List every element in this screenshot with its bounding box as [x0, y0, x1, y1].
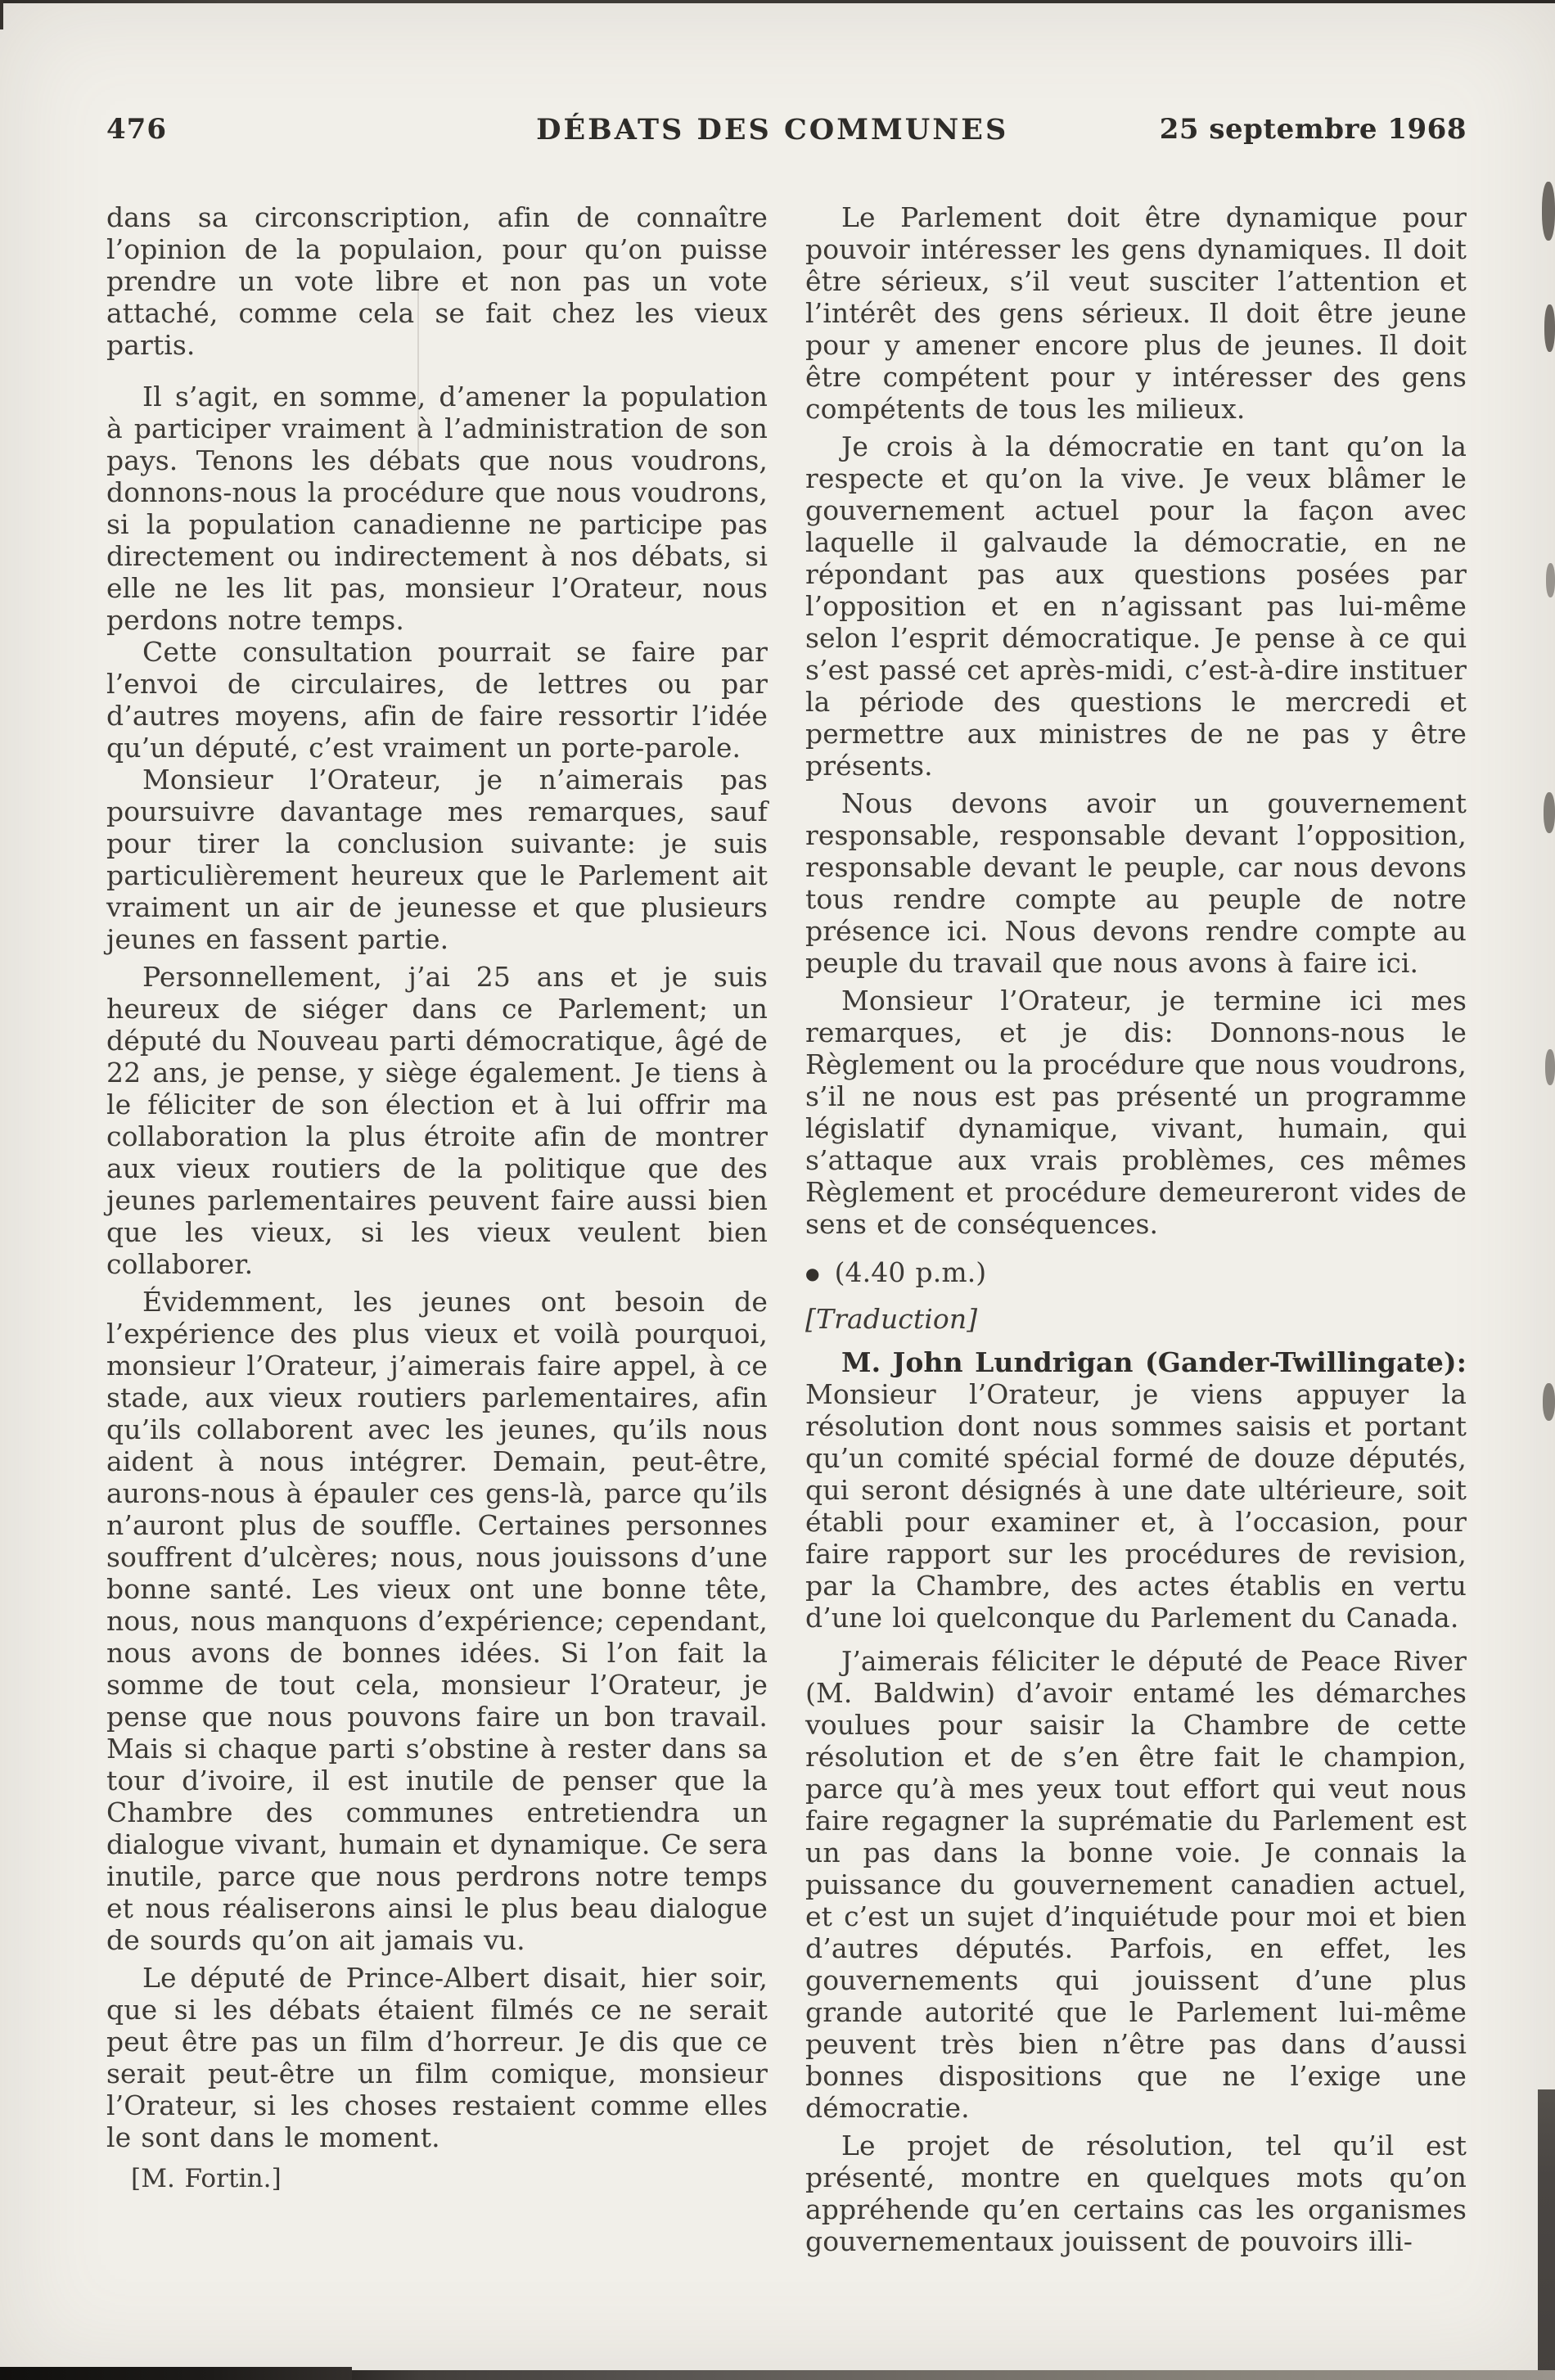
translation-marker: [Traduction] [805, 1303, 978, 1335]
scan-edge-smudge [1546, 563, 1555, 597]
time-marker [805, 1256, 1467, 1290]
scan-top-edge [0, 0, 1555, 3]
paragraph: Le projet de résolution, tel qu’il est présenté, montre en quelques mots qu’on appréhende qu’en certains cas les organismes gouvernementaux jouissent de pouvoirs illi- [805, 2130, 1467, 2257]
paragraph: Monsieur l’Orateur, je termine ici mes remarques, et je dis: Donnons-nous le Règlement ou la procédure que nous voudrons, s’il ne nous est pas présenté un programme législatif dynamique, vivant, humain, qui s’attaque aux vrais problèmes, ces mêmes Règlement et procédure demeureront vides de sens et de conséquences. [805, 985, 1467, 1240]
scan-edge-smudge [1544, 304, 1555, 352]
right-column [805, 201, 1467, 2257]
two-column-text-body [106, 201, 1467, 2257]
paragraph: Évidemment, les jeunes ont besoin de l’expérience des plus vieux et voilà pourquoi, monsieur l’Orateur, j’aimerais faire appel, à ce stade, aux vieux routiers parlementaires, afin qu’ils collaborent avec les jeunes, qu’ils nous aident à nous intégrer. Demain, peut-être, aurons-nous à épauler ces gens-là, parce qu’ils n’auront plus de souffle. Certaines personnes souffrent d’ulcères; nous, nous jouissons d’une bonne santé. Les vieux ont une bonne tête, nous, nous manquons d’expérience; cependant, nous avons de bonnes idées. Si l’on fait la somme de tout cela, monsieur l’Orateur, je pense que nous pouvons faire un bon travail. Mais si chaque parti s’obstine à rester dans sa tour d’ivoire, il est inutile de penser que la Chambre des communes entretiendra un dialogue vivant, humain et dynamique. Ce sera inutile, parce que nous perdrons notre temps et nous réaliserons ainsi le plus beau dialogue de sourds qu’on ait jamais vu. [106, 1286, 768, 1956]
speech-paragraph [805, 1346, 1467, 1634]
speech-text: Monsieur l’Orateur, je viens appuyer la résolution dont nous sommes saisis et portant qu’un comité spécial formé de douze députés, qui seront désignés à une date ultérieure, soit établi pour examiner et, à l’occasion, pour faire rapport sur les procédures de revision, par la Chambre, des actes établis en vertu d’une loi quelconque du Parlement du Canada. [805, 1378, 1467, 1634]
paragraph: Le député de Prince-Albert disait, hier soir, que si les débats étaient filmés ce ne serait peut être pas un film d’horreur. Je dis que ce serait peut-être un film comique, monsieur l’Orateur, si les choses restaient comme elles le sont dans le moment. [106, 1962, 768, 2153]
paragraph: Le Parlement doit être dynamique pour pouvoir intéresser les gens dynamiques. Il doit être sérieux, s’il veut susciter l’attention et l’intérêt des gens sérieux. Il doit être jeune pour y amener encore plus de jeunes. Il doit être compétent pour y intéresser des gens compétents de tous les milieux. [805, 201, 1467, 425]
paragraph: Nous devons avoir un gouvernement responsable, responsable devant l’opposition, responsable devant le peuple, car nous devons tous rendre compte au peuple de notre présence ici. Nous devons rendre compte au peuple du travail que nous avons à faire ici. [805, 787, 1467, 979]
paragraph: Je crois à la démocratie en tant qu’on la respecte et qu’on la vive. Je veux blâmer le gouvernement actuel pour la façon avec laquelle il galvaude la démocratie, en ne répondant pas aux questions posées par l’opposition et en n’agissant pas lui-même selon l’esprit démocratique. Je pense à ce qui s’est passé cet après-midi, c’est-à-dire instituer la période des questions le mercredi et permettre aux ministres de ne pas y être présents. [805, 430, 1467, 782]
paragraph: Cette consultation pourrait se faire par l’envoi de circulaires, de lettres ou par d’autres moyens, afin de faire ressortir l’idée qu’un député, c’est vraiment un porte-parole. [106, 636, 768, 764]
page-header [106, 113, 1467, 151]
paragraph: Personnellement, j’ai 25 ans et je suis heureux de siéger dans ce Parlement; un député du Nouveau parti démocratique, âgé de 22 ans, je pense, y siège également. Je tiens à le féliciter de son élection et à lui offrir ma collaboration la plus étroite afin de montrer aux vieux routiers de la politique que des jeunes parlementaires peuvent faire aussi bien que les vieux, si les vieux veulent bien collaborer. [106, 961, 768, 1280]
paragraph: Il s’agit, en somme, d’amener la population à participer vraiment à l’administration de son pays. Tenons les débats que nous voudrons, donnons-nous la procédure que nous voudrons, si la population canadienne ne participe pas directement ou indirectement à nos débats, si elle ne les lit pas, monsieur l’Orateur, nous perdons notre temps. [106, 381, 768, 636]
paragraph: Monsieur l’Orateur, je n’aimerais pas poursuivre davantage mes remarques, sauf pour tirer la conclusion suivante: je suis particulièrement heureux que le Parlement ait vraiment un air de jeunesse et que plusieurs jeunes en fassent partie. [106, 764, 768, 955]
scan-edge-smudge [1542, 182, 1555, 241]
page-date: 25 septembre 1968 [1159, 113, 1467, 146]
paragraph: dans sa circonscription, afin de connaître l’opinion de la populaion, pour qu’on puisse prendre un vote libre et non pas un vote attaché, comme cela se fait chez les vieux partis. [106, 201, 768, 361]
left-column [106, 201, 768, 2257]
scan-edge-smudge [1545, 1049, 1555, 1085]
scan-bottom-edge-dark [0, 2367, 352, 2380]
scan-edge-smudge [1544, 792, 1555, 833]
scan-right-edge-strip [1538, 2089, 1555, 2380]
time-marker-label: (4.40 p.m.) [834, 1256, 987, 1288]
scan-edge-smudge [1543, 1383, 1555, 1421]
speaker-name: M. John Lundrigan (Gander-Twillingate): [841, 1346, 1467, 1378]
page-title: DÉBATS DES COMMUNES [536, 113, 1009, 146]
speaker-attribution: [M. Fortin.] [131, 2164, 282, 2193]
paragraph: J’aimerais féliciter le député de Peace River (M. Baldwin) d’avoir entamé les démarches voulues pour saisir la Chambre de cette résolution et de s’en être fait le champion, parce qu’à mes yeux tout effort qui veut nous faire regagner la suprématie du Parlement est un pas dans la bonne voie. Je connais la puissance du gouvernement canadien actuel, et c’est un sujet d’inquiétude pour moi et bien d’autres députés. Parfois, en effet, les gouvernements qui jouissent d’une plus grande autorité que le Parlement lui-même peuvent très bien n’être pas dans d’aussi bonnes dispositions que ne l’exige une démocratie. [805, 1645, 1467, 2124]
scan-bottom-edge [0, 2370, 1555, 2380]
page-number: 476 [106, 113, 167, 146]
bullet-icon: ● [805, 1264, 820, 1283]
scan-edge-mark [0, 0, 3, 29]
